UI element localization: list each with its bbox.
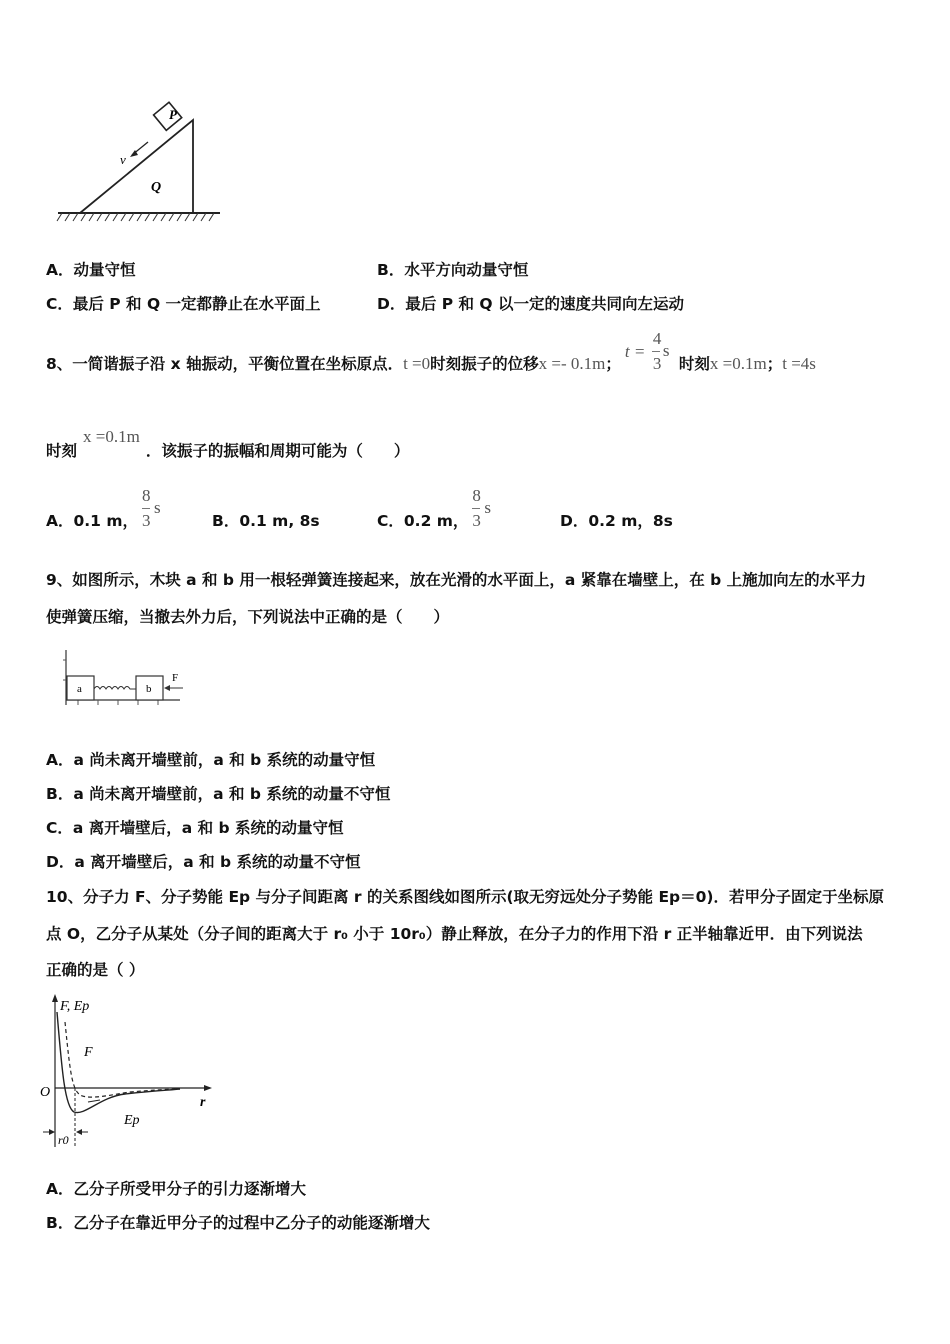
- option-text: 最后 P 和 Q 以一定的速度共同向左运动: [405, 295, 684, 313]
- frac-unit: s: [154, 498, 161, 517]
- math-x2: x =0.1m: [709, 354, 767, 373]
- frac-den: 3: [472, 511, 481, 530]
- option-text: 0.1 m，: [73, 512, 139, 530]
- option-letter: C．: [377, 512, 404, 530]
- option-text: 乙分子在靠近甲分子的过程中乙分子的动能逐渐增大: [73, 1214, 430, 1232]
- math-x1: x =- 0.1m: [538, 354, 606, 373]
- q8-stem-line1: [46, 330, 816, 374]
- frac-bar: [142, 508, 150, 509]
- block-p-label: P: [169, 107, 177, 122]
- q10-stem-line2: 点 O，乙分子从某处（分子间的距离大于 r₀ 小于 10r₀）静止释放，在分子力的作用下沿 r 正半轴靠近甲．由下列说法: [46, 925, 863, 943]
- option-text: 0.1 m, 8s: [239, 512, 320, 530]
- stem-text: 时刻: [46, 442, 78, 460]
- frac-den: 3: [142, 511, 151, 530]
- wedge-q-label: Q: [151, 180, 162, 195]
- q8-option-a-fraction: [142, 487, 164, 531]
- incline-figure: [50, 100, 230, 230]
- option-letter: B．: [212, 512, 240, 530]
- q7-option-c[interactable]: [46, 294, 321, 314]
- ep-curve-label: Ep: [124, 1113, 140, 1128]
- y-axis-label: F, Ep: [60, 999, 90, 1014]
- option-letter: C．: [46, 295, 73, 313]
- option-text: 水平方向动量守恒: [404, 261, 529, 279]
- q9-option-b[interactable]: [46, 784, 390, 804]
- velocity-label: v: [120, 152, 126, 167]
- option-letter: B．: [46, 785, 74, 803]
- r0-label: r0: [58, 1133, 69, 1147]
- stem-text: ．该振子的振幅和周期可能为（ ）: [145, 442, 410, 460]
- q8-option-d[interactable]: [560, 511, 673, 531]
- option-letter: B．: [377, 261, 405, 279]
- option-text: 乙分子所受甲分子的引力逐渐增大: [73, 1180, 307, 1198]
- option-letter: A．: [46, 751, 74, 769]
- frac-unit: s: [662, 341, 670, 360]
- stem-text: 时刻: [678, 355, 710, 373]
- frac-num: 8: [472, 486, 481, 505]
- q9-option-a[interactable]: [46, 750, 375, 770]
- stem-text: 时刻振子的位移: [430, 355, 539, 373]
- frac-bar: [652, 351, 660, 352]
- math-t: t =: [624, 342, 646, 361]
- stem-text: ；: [766, 355, 783, 373]
- x-axis-label: r: [200, 1095, 206, 1110]
- q9-option-d[interactable]: [46, 852, 360, 872]
- q8-option-b[interactable]: [212, 511, 320, 531]
- math-t-four-thirds: [625, 330, 675, 374]
- option-text: a 尚未离开墙壁前，a 和 b 系统的动量不守恒: [73, 785, 391, 803]
- stem-text: ；: [605, 355, 621, 373]
- stem-text: 8、一简谐振子沿 x 轴振动，平衡位置在坐标原点．: [46, 355, 404, 373]
- option-letter: A．: [46, 512, 74, 530]
- q10-option-a[interactable]: [46, 1179, 306, 1199]
- q7-option-a[interactable]: [46, 260, 136, 280]
- option-letter: A．: [46, 261, 74, 279]
- molecular-force-graph: [40, 992, 220, 1150]
- q9-stem-line2: 使弹簧压缩，当撤去外力后，下列说法中正确的是（ ）: [46, 608, 450, 626]
- option-letter: D．: [46, 853, 75, 871]
- math-t0: t =0: [403, 354, 431, 373]
- q8-option-c-fraction: [472, 487, 494, 531]
- q7-option-b[interactable]: [377, 260, 528, 280]
- option-letter: D．: [560, 512, 589, 530]
- option-text: a 离开墙壁后，a 和 b 系统的动量不守恒: [74, 853, 361, 871]
- block-b-label: b: [146, 683, 152, 695]
- q10-stem-line1: 10、分子力 F、分子势能 Ep 与分子间距离 r 的关系图线如图所示(取无穷远处分子势能 Ep＝0)．若甲分子固定于坐标原: [46, 888, 885, 906]
- frac-unit: s: [484, 498, 492, 517]
- q10-stem-line3: 正确的是（ ）: [46, 961, 145, 979]
- force-f-label: F: [172, 672, 179, 684]
- option-text: 动量守恒: [73, 261, 136, 279]
- q8-option-c[interactable]: [377, 487, 494, 531]
- option-letter: B．: [46, 1214, 74, 1232]
- q8-option-a[interactable]: [46, 487, 164, 531]
- q9-option-c[interactable]: [46, 818, 344, 838]
- frac-den: 3: [652, 354, 662, 373]
- spring-blocks-figure: [58, 645, 193, 715]
- q9-stem-line1: 9、如图所示，木块 a 和 b 用一根轻弹簧连接起来，放在光滑的水平面上，a 紧靠在墙壁上，在 b 上施加向左的水平力: [46, 571, 867, 589]
- option-text: 最后 P 和 Q 一定都静止在水平面上: [72, 295, 321, 313]
- option-letter: A．: [46, 1180, 74, 1198]
- option-text: a 离开墙壁后，a 和 b 系统的动量守恒: [72, 819, 344, 837]
- origin-label: O: [40, 1085, 51, 1100]
- math-t4: t =4s: [782, 354, 816, 373]
- q8-stem-line2: [46, 427, 410, 461]
- f-curve-label: F: [84, 1045, 93, 1060]
- q10-option-b[interactable]: [46, 1213, 430, 1233]
- frac-num: 8: [142, 486, 151, 505]
- frac-num: 4: [652, 329, 662, 348]
- option-text: 0.2 m，: [403, 512, 469, 530]
- math-x3: x =0.1m: [83, 427, 140, 446]
- option-letter: C．: [46, 819, 73, 837]
- option-letter: D．: [377, 295, 406, 313]
- option-text: a 尚未离开墙壁前，a 和 b 系统的动量守恒: [73, 751, 376, 769]
- q7-option-d[interactable]: [377, 294, 684, 314]
- block-a-label: a: [77, 683, 82, 695]
- frac-bar: [472, 508, 480, 509]
- option-text: 0.2 m，8s: [588, 512, 673, 530]
